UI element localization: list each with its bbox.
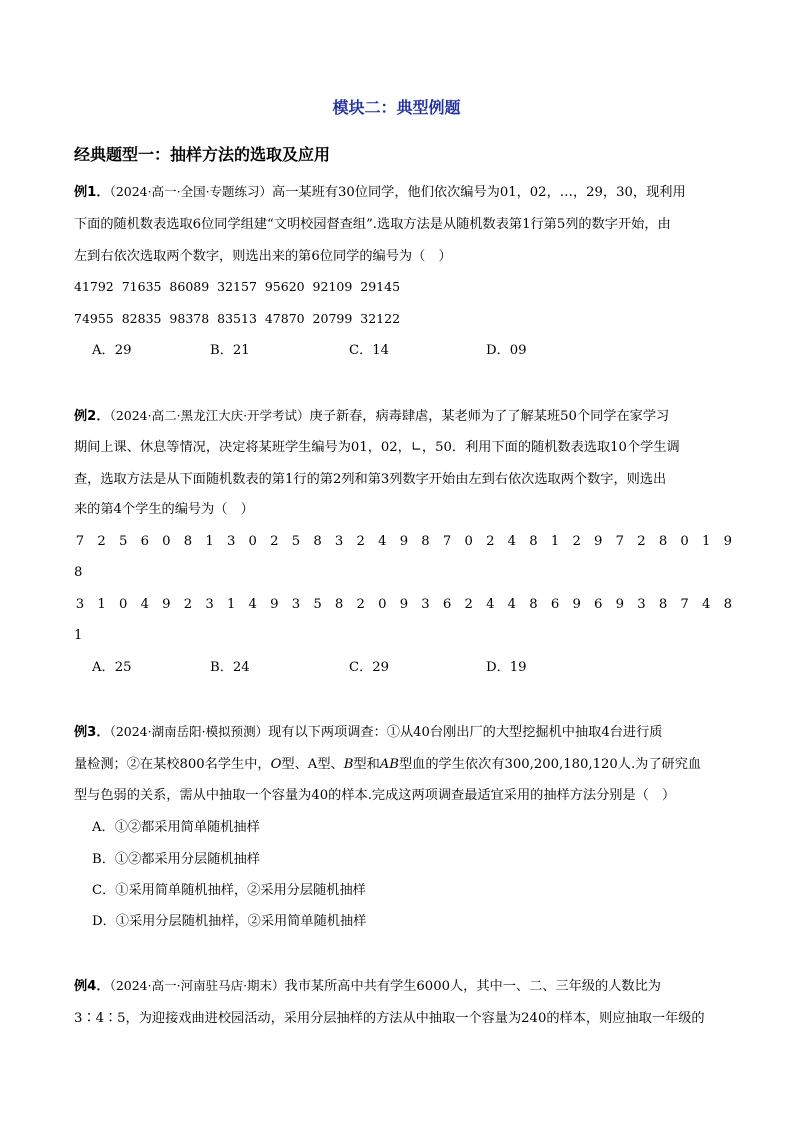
ex3-blood-ab: AB	[379, 757, 399, 772]
ex2-row1-digit: 8	[658, 534, 668, 549]
ex2-row1-digit: 0	[464, 534, 473, 549]
ex2-row2-digit: 1	[97, 597, 106, 612]
ex2-row2-digit: 2	[464, 597, 473, 612]
ex3-text-1: 现有以下两项调查：①从40台刚出厂的大型挖掘机中抽取4台进行质	[268, 725, 663, 740]
ex2-row1-digit: 2	[356, 534, 365, 549]
ex2-row2-digit: 6	[594, 597, 603, 612]
ex1-text-2: 下面的随机数表选取6位同学组建“文明校园督查组”.选取方法是从随机数表第1行第5列的数字开始，由	[74, 217, 671, 232]
module-title: 模块二：典型例题	[332, 98, 461, 117]
ex2-row1-digit: 3	[334, 534, 344, 549]
ex4-source: （2024·高一·河南驻马店·期末）	[109, 978, 285, 993]
ex2-row2-digit: 4	[702, 597, 711, 612]
ex2-row1-digit: 4	[507, 534, 517, 549]
ex3-line-2	[74, 758, 701, 771]
ex2-row1-digit: 7	[442, 534, 452, 549]
section-title: 经典题型一：抽样方法的选取及应用	[74, 145, 331, 164]
ex2-row1-digit: 7	[615, 534, 625, 549]
ex2-text-1: 庚子新春，病毒肆虐，某老师为了了解某班50个同学在家学习	[309, 409, 670, 424]
ex3-source: （2024·湖南岳阳·模拟预测）	[109, 724, 269, 739]
ex2-row1-digit: 2	[97, 534, 106, 549]
ex2-row2-digit: 6	[442, 597, 452, 612]
ex2-row1-digit: 0	[680, 534, 689, 549]
ex2-row2-digit: 0	[378, 597, 387, 612]
ex2-source: （2024·高二·黑龙江大庆·开学考试）	[109, 408, 310, 423]
ex4-label: 例4．	[74, 979, 110, 994]
ex2-option-b: B．24	[210, 660, 250, 675]
ex2-row1-digit: 8	[529, 534, 538, 549]
ex2-digit-row-2	[74, 598, 734, 611]
ex2-row2-digit: 2	[183, 597, 193, 612]
ex3-label: 例3．	[74, 725, 110, 740]
ex2-row1-digit: 1	[205, 534, 214, 549]
ex2-option-c: C．29	[349, 660, 390, 675]
ex2-row1-digit: 9	[723, 534, 732, 549]
ex2-row1-digit: 8	[313, 534, 322, 549]
ex2-text-4: 来的第4个学生的编号为（ ）	[74, 502, 254, 517]
ex2-row2-digit: 6	[550, 597, 560, 612]
ex2-row1-digit: 9	[594, 534, 603, 549]
ex3-option-d: D．①采用分层随机抽样，②采用简单随机抽样	[92, 914, 367, 929]
ex3-text-2d: 型血的学生依次有300,200,180,120人.为了研究血	[399, 757, 702, 772]
ex3-text-3: 型与色弱的关系，需从中抽取一个容量为40的样本.完成这两项调查最适宜采用的抽样方法分别是（ ）	[74, 788, 676, 803]
ex2-row1-digit: 2	[572, 534, 581, 549]
ex2-row2-digit: 8	[529, 597, 538, 612]
ex2-row2-digit: 3	[421, 597, 430, 612]
ex1-label: 例1．	[74, 185, 110, 200]
ex2-row2-digit: 9	[270, 597, 279, 612]
ex2-row1-digit: 1	[702, 534, 711, 549]
ex2-row1-digit: 0	[248, 534, 257, 549]
ex2-digit-row-1-wrap: 8	[74, 565, 83, 580]
ex2-row1-digit: 1	[550, 534, 560, 549]
ex2-row2-digit: 3	[291, 597, 301, 612]
ex1-option-d: D．09	[486, 343, 527, 358]
ex2-row1-digit: 3	[226, 534, 236, 549]
ex3-text-2a: 量检测；②在某校800名学生中，	[74, 757, 271, 772]
ex1-table-row-2: 74955 82835 98378 83513 47870 20799 32122	[74, 311, 401, 326]
ex1-text-3: 左到右依次选取两个数字，则选出来的第6位同学的编号为（ ）	[74, 249, 452, 264]
ex2-row1-digit: 2	[486, 534, 495, 549]
ex2-row1-digit: 2	[637, 534, 646, 549]
ex2-digit-row-1	[74, 535, 734, 548]
ex2-row1-digit: 5	[291, 534, 301, 549]
ex2-row2-digit: 3	[205, 597, 214, 612]
ex4-text-1: 我市某所高中共有学生6000人，其中一、二、三年级的人数比为	[284, 979, 661, 994]
ex4-line-1	[74, 980, 661, 993]
ex1-option-c: C．14	[349, 343, 390, 358]
ex2-row1-digit: 6	[140, 534, 149, 549]
ex2-row2-digit: 3	[637, 597, 646, 612]
ex2-row2-digit: 2	[356, 597, 365, 612]
ex2-row1-digit: 7	[75, 534, 85, 549]
ex2-text-2: 期间上课、休息等情况，决定将某班学生编号为01，02，∟，50．利用下面的随机数表选取10个学生调	[74, 440, 680, 455]
ex3-blood-b: B	[343, 757, 354, 772]
ex2-row1-digit: 0	[162, 534, 171, 549]
ex2-row1-digit: 2	[270, 534, 279, 549]
ex3-option-a: A．①②都采用简单随机抽样	[92, 820, 260, 835]
ex2-row2-digit: 7	[680, 597, 689, 612]
ex2-label: 例2．	[74, 409, 110, 424]
ex1-source: （2024·高一·全国·专题练习）	[109, 184, 273, 199]
ex2-row1-digit: 8	[421, 534, 430, 549]
ex2-option-d: D．19	[486, 660, 527, 675]
ex2-row2-digit: 9	[162, 597, 171, 612]
ex2-row2-digit: 8	[334, 597, 344, 612]
ex2-row2-digit: 4	[140, 597, 149, 612]
ex2-row1-digit: 4	[378, 534, 387, 549]
ex1-line-1	[74, 186, 686, 199]
ex2-row1-digit: 9	[399, 534, 409, 549]
ex2-row2-digit: 8	[658, 597, 668, 612]
ex2-row2-digit: 1	[226, 597, 236, 612]
ex2-row2-digit: 3	[75, 597, 85, 612]
ex2-row1-digit: 8	[183, 534, 193, 549]
ex1-option-a: A．29	[92, 343, 132, 358]
ex3-text-2b: 型、A型、	[281, 757, 344, 772]
ex3-line-1	[74, 726, 663, 739]
ex2-row2-digit: 4	[248, 597, 257, 612]
ex2-row2-digit: 0	[118, 597, 128, 612]
ex2-row2-digit: 5	[313, 597, 322, 612]
ex1-table-row-1: 41792 71635 86089 32157 95620 92109 29145	[74, 279, 401, 294]
ex2-digit-row-2-wrap: 1	[74, 628, 83, 643]
ex2-text-3: 查，选取方法是从下面随机数表的第1行的第2列和第3列数字开始由左到右依次选取两个数字，则选出	[74, 472, 667, 487]
ex1-text-1: 高一某班有30位同学，他们依次编号为01，02，…，29，30，现利用	[272, 185, 686, 200]
ex3-text-2c: 型和	[353, 757, 380, 772]
ex1-option-b: B．21	[210, 343, 250, 358]
ex3-blood-o: O	[270, 757, 282, 772]
ex2-row2-digit: 9	[572, 597, 581, 612]
ex2-row2-digit: 4	[486, 597, 495, 612]
ex2-row1-digit: 5	[118, 534, 128, 549]
ex2-row2-digit: 4	[507, 597, 517, 612]
ex3-option-b: B．①②都采用分层随机抽样	[92, 852, 260, 867]
ex2-option-a: A．25	[92, 660, 132, 675]
ex4-text-2: 3∶4∶5，为迎接戏曲进校园活动，采用分层抽样的方法从中抽取一个容量为240的样本，则应抽取一年级的	[74, 1011, 705, 1026]
ex2-row2-digit: 8	[723, 597, 732, 612]
ex2-line-1	[74, 410, 669, 423]
ex2-row2-digit: 9	[615, 597, 625, 612]
ex2-row2-digit: 9	[399, 597, 409, 612]
ex3-option-c: C．①采用简单随机抽样，②采用分层随机抽样	[92, 883, 366, 898]
